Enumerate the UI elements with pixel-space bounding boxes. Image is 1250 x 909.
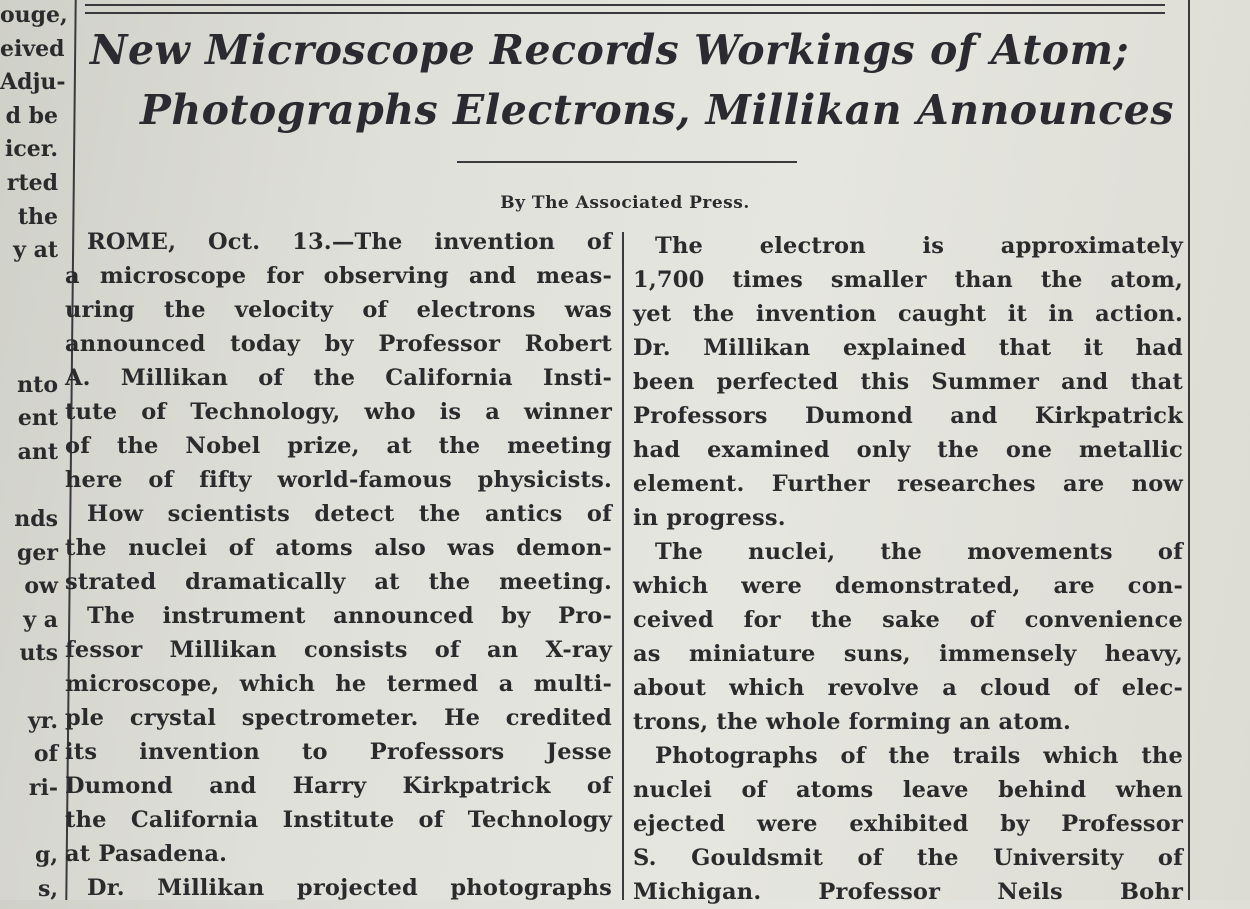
headline-rule (457, 161, 797, 163)
right-edge-divider (1188, 0, 1190, 900)
margin-text-fragment: yr. (27, 707, 58, 734)
article-line: The electron is approximately (655, 233, 1183, 259)
article-line: about which revolve a cloud of elec- (633, 675, 1183, 701)
article-line: tute of Technology, who is a winner (65, 399, 612, 425)
article-line: S. Gouldsmit of the University of (633, 845, 1183, 871)
headline-line-2: Photographs Electrons, Millikan Announces (140, 86, 1174, 134)
article-line: been perfected this Summer and that (633, 369, 1183, 395)
article-line: 1,700 times smaller than the atom, (633, 267, 1183, 293)
article-line: here of fifty world-famous physicists. (65, 467, 612, 493)
article-line: trons, the whole forming an atom. (633, 709, 1072, 735)
margin-text-fragment: y at (13, 237, 58, 264)
margin-text-fragment: ant (17, 438, 58, 465)
article-line: its invention to Professors Jesse (65, 739, 612, 765)
top-rule (85, 4, 1165, 6)
article-line: ROME, Oct. 13.—The invention of (87, 229, 612, 255)
article-line: announced today by Professor Robert (65, 331, 612, 357)
margin-text-fragment: ger (17, 539, 58, 566)
article-line: the nuclei of atoms also was demon- (65, 535, 612, 561)
article-line: A. Millikan of the California Insti- (65, 365, 612, 391)
article-line: a microscope for observing and meas- (65, 263, 612, 289)
article-line: How scientists detect the antics of (87, 501, 612, 527)
margin-text-fragment: y a (23, 606, 58, 633)
article-line: ple crystal spectrometer. He credited (65, 705, 612, 731)
article-line: microscope, which he termed a multi- (65, 671, 612, 697)
margin-text-fragment: rted (6, 170, 58, 196)
article-line: The instrument announced by Pro- (87, 603, 612, 629)
margin-text-fragment: s, (37, 875, 58, 902)
article-line: which were demonstrated, are con- (633, 573, 1183, 599)
article-line: element. Further researches are now (633, 471, 1183, 497)
article-column-left (65, 225, 612, 905)
margin-text-fragment: d be (5, 102, 58, 129)
article-line: in progress. (633, 505, 786, 531)
margin-text-fragment: g, (34, 842, 58, 868)
column-divider (622, 232, 624, 900)
article-line: ejected were exhibited by Professor (633, 811, 1183, 837)
margin-text-fragment: ouge, (0, 2, 68, 28)
article-line: the California Institute of Technology (65, 807, 612, 833)
article-line: Professors Dumond and Kirkpatrick (633, 403, 1183, 429)
headline-line-1: New Microscope Records Workings of Atom; (90, 26, 1130, 74)
margin-text-fragment: icer. (5, 136, 58, 163)
margin-text-fragment: uts (19, 640, 58, 667)
margin-text-fragment: the (17, 203, 58, 230)
article-line: of the Nobel prize, at the meeting (65, 433, 612, 459)
article-column-right (633, 229, 1183, 909)
top-rule-2 (85, 12, 1165, 14)
article-line: Dr. Millikan explained that it had (633, 335, 1183, 361)
article-line: Michigan. Professor Neils Bohr (633, 879, 1183, 905)
margin-text-fragment: ent (17, 405, 58, 432)
article-line: at Pasadena. (65, 841, 228, 867)
byline: By The Associated Press. (500, 193, 750, 213)
margin-text-fragment: eived (0, 35, 65, 62)
margin-text-fragment: nds (14, 506, 58, 532)
article-line: ceived for the sake of convenience (633, 607, 1183, 633)
article-line: strated dramatically at the meeting. (65, 569, 612, 595)
article-line: yet the invention caught it in action. (633, 301, 1183, 327)
article-line: Photographs of the trails which the (655, 743, 1183, 769)
article-line: uring the velocity of electrons was (65, 297, 612, 323)
article-line: The nuclei, the movements of (655, 539, 1183, 565)
article-line: nuclei of atoms leave behind when (633, 777, 1183, 803)
article-line: as miniature suns, immensely heavy, (633, 641, 1183, 667)
margin-text-fragment: ri- (28, 774, 58, 801)
margin-text-fragment: Adju- (0, 69, 66, 96)
margin-text-fragment: nto (17, 371, 58, 398)
article-line: had examined only the one metallic (633, 437, 1183, 463)
article-line: Dumond and Harry Kirkpatrick of (65, 773, 612, 799)
article-line: Dr. Millikan projected photographs (87, 875, 612, 901)
article-line: fessor Millikan consists of an X-ray (65, 637, 612, 663)
margin-text-fragment: of (33, 741, 58, 768)
margin-text-fragment: ow (24, 573, 58, 600)
